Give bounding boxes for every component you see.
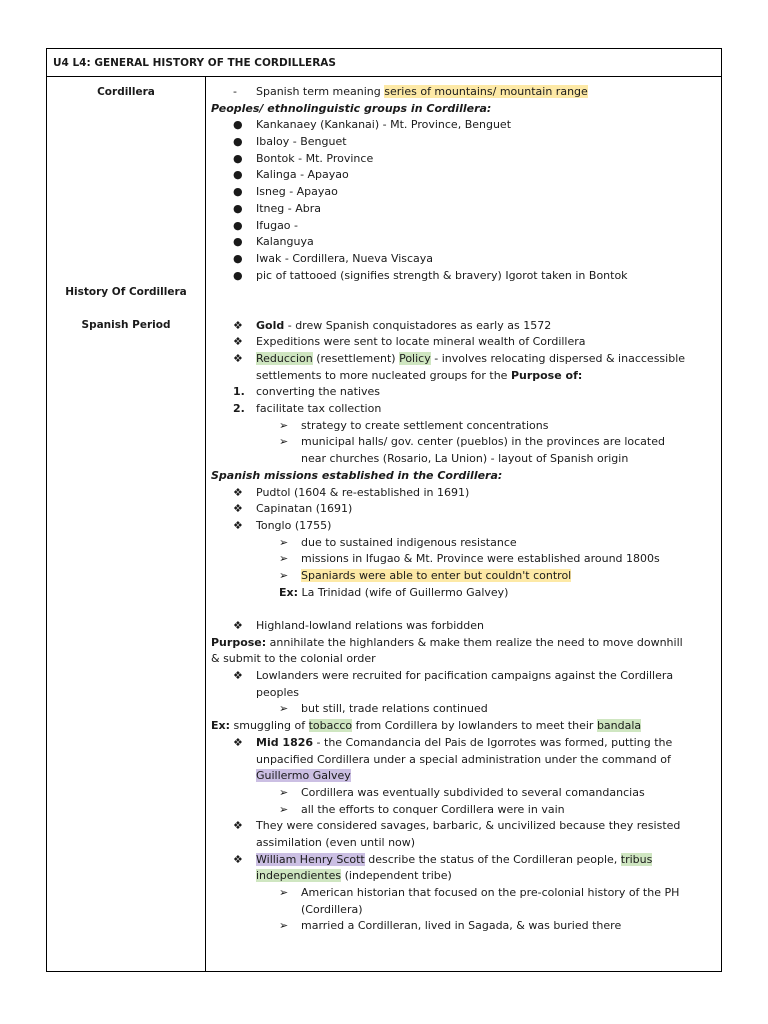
number-marker: 2. — [233, 402, 245, 416]
label-spanish-period: Spanish Period — [81, 319, 171, 331]
diamond-bullet-icon: ❖ — [233, 619, 243, 632]
diamond-bullet-icon: ❖ — [233, 335, 243, 349]
label-cordillera: Cordillera — [97, 86, 155, 98]
diamond-bullet-icon: ❖ — [233, 502, 243, 516]
dash-marker: - — [233, 85, 237, 98]
arrow-bullet-icon: ➢ — [279, 535, 289, 549]
diamond-bullet-icon: ❖ — [233, 485, 243, 499]
diamond-bullet-icon: ❖ — [233, 852, 243, 866]
arrow-bullet-icon: ➢ — [279, 785, 289, 799]
bullet-icon: ● — [233, 118, 243, 132]
note-heading: Spanish missions established in the Cordillera: — [211, 468, 503, 482]
arrow-bullet-icon: ➢ — [279, 886, 289, 899]
arrow-bullet-icon: ➢ — [279, 802, 289, 816]
document-title: U4 L4: GENERAL HISTORY OF THE CORDILLERAS — [53, 57, 336, 69]
diamond-bullet-icon: ❖ — [233, 518, 243, 532]
notes-content: - Spanish term meaning series of mountains/ mountain range Peoples/ ethnolinguistic groups in Cordillera: ● Kankanaey (Kankanai) - Mt. Province, Benguet ● Ibaloy - Benguet ● Bontok - Mt. Province ● Kalinga - Apayao ● Isneg - Apayao ● Itneg - Abra ● Ifugao - ● Kalanguya ● Iwak - Cordillera, Nueva Viscaya ● pic of tattooed (signifies strength & bravery) Igorot taken in Bontok ❖ Gold - drew Spanish conquistadores as early as 1572 ❖ Expeditions were sent to locate mineral wealth of Cordillera ❖ Reduccion (resettlement) Policy - involves relocating dispersed & inaccessible settlements to more nucleated groups for the Purpose of: 1. converting the natives 2. facilitate tax collection ➢ strategy to create settlement concentrations ➢ municipal halls/ gov. center (pueblos) in the provinces are located near churches (Rosario, La Union) - layout of Spanish origin Spanish missions established in the Cordillera: ❖ Pudtol (1604 & re-established in 1691) ❖ Capinatan (1691) ❖ Tonglo (1755) ➢ due to sustained indigenous resistance ➢ missions in Ifugao & Mt. Province were established around 1800s ➢ Spaniards were able to enter but couldn't control Ex: La Trinidad (wife of Guillermo Galvey) ❖ Highland-lowland relations was forbidden Purpose: annihilate the highlanders & make them realize the need to move downhill & submit to the colonial order ❖ Lowlanders were recruited for pacification campaigns against the Cordillera peoples ➢ but still, trade relations continued Ex: smuggling of tobacco from Cordillera by lowlanders to meet their bandala ❖ Mid 1826 - the Comandancia del Pais de Igorrotes was formed, putting the unpacified Cordillera under a special administration under the command of Guillermo Galvey ➢ Cordillera was eventually subdivided to several comandancias ➢ all the efforts to conquer Cordillera were in vain ❖ They were considered savages, barbaric, & uncivilized because they resisted assimilation (even until now) ❖ William Henry Scott describe the status of the Cordilleran people, tribus independientes (independent tribe) ➢ American historian that focused on the pre-colonial history of the PH (Cordillera) ➢ married a Cordilleran, lived in Sagada, & was buried there — [211, 84, 717, 935]
arrow-bullet-icon: ➢ — [279, 435, 289, 449]
bullet-icon: ● — [233, 135, 243, 149]
bullet-icon: ● — [233, 168, 243, 182]
note-heading: Peoples/ ethnolinguistic groups in Cordillera: — [211, 101, 492, 115]
bullet-icon: ● — [233, 151, 243, 165]
bullet-icon: ● — [233, 235, 243, 249]
bullet-icon: ● — [233, 185, 243, 199]
diamond-bullet-icon: ❖ — [233, 819, 243, 833]
bullet-icon: ● — [233, 268, 243, 282]
arrow-bullet-icon: ➢ — [279, 418, 289, 432]
notes-table — [46, 76, 722, 972]
bullet-icon: ● — [233, 251, 243, 265]
arrow-bullet-icon: ➢ — [279, 919, 289, 933]
number-marker: 1. — [233, 385, 245, 399]
diamond-bullet-icon: ❖ — [233, 669, 243, 683]
note-line: - Spanish term meaning series of mountains/ mountain range — [211, 84, 717, 101]
diamond-bullet-icon: ❖ — [233, 318, 243, 332]
diamond-bullet-icon: ❖ — [233, 735, 243, 749]
diamond-bullet-icon: ❖ — [233, 352, 243, 365]
label-history: History Of Cordillera — [65, 286, 187, 298]
bullet-icon: ● — [233, 201, 243, 215]
arrow-bullet-icon: ➢ — [279, 568, 289, 582]
highlight: series of mountains/ mountain range — [384, 85, 588, 98]
document-title-box — [46, 48, 722, 76]
arrow-bullet-icon: ➢ — [279, 702, 289, 716]
bullet-icon: ● — [233, 218, 243, 232]
arrow-bullet-icon: ➢ — [279, 552, 289, 566]
